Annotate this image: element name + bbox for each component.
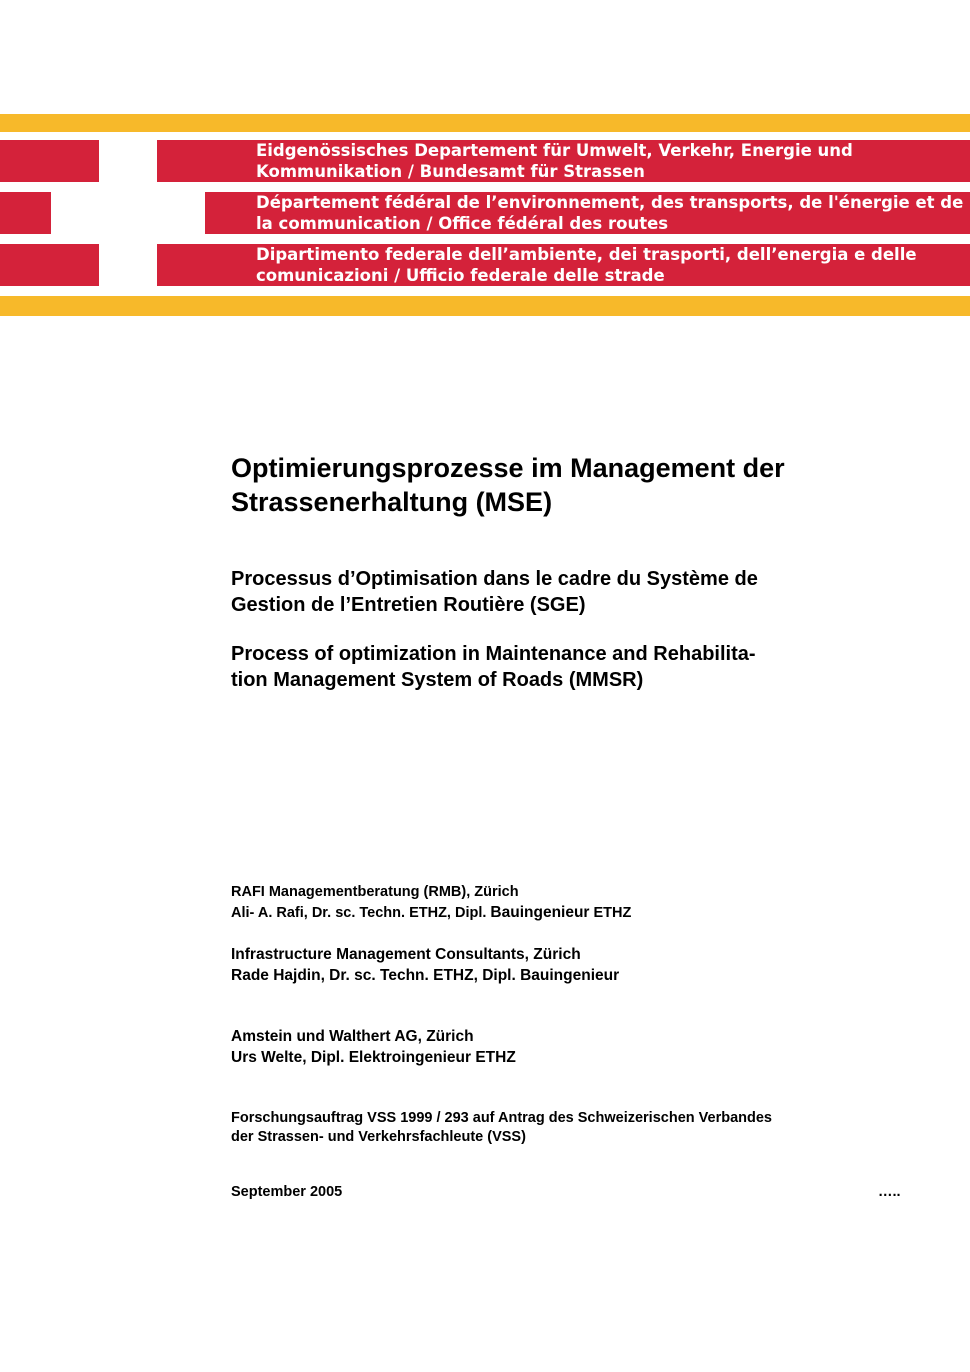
author-organization: RAFI Managementberatung (RMB), Zürich — [231, 884, 519, 900]
author-block-imc — [231, 944, 921, 986]
banner-yellow-stripe-top — [0, 114, 970, 132]
header-banner — [0, 114, 970, 316]
author-person: Urs Welte, Dipl. Elektroingenieur ETHZ — [231, 1049, 516, 1066]
department-italian: Dipartimento federale dell’ambiente, dei trasporti, dell’energia e delle comunicazioni / Ufficio federale delle strade — [256, 245, 917, 285]
author-organization: Amstein und Walthert AG, Zürich — [231, 1028, 474, 1045]
banner-strip-left-3 — [0, 244, 99, 286]
banner-strip-left-1 — [0, 140, 99, 182]
research-order: Forschungsauftrag VSS 1999 / 293 auf Antrag des Schweizerischen Verbandes der Strassen- und Verkehrsfachleute (VSS) — [231, 1110, 772, 1145]
department-french: Département fédéral de l’environnement, des transports, de l'énergie et de la communication / Office fédéral des routes — [256, 193, 964, 233]
author-block-rmb — [231, 883, 921, 923]
trailing-ellipsis: ….. — [878, 1184, 901, 1200]
banner-strip-left-2 — [0, 192, 51, 234]
report-title-english: Process of optimization in Maintenance and Rehabilita- tion Management System of Roads (MMSR) — [231, 643, 756, 691]
department-german: Eidgenössisches Departement für Umwelt, Verkehr, Energie und Kommunikation / Bundesamt für Strassen — [256, 141, 853, 181]
author-person: Ali- A. Rafi, Dr. sc. Techn. ETHZ, Dipl. Bauingenieur ETHZ — [231, 904, 632, 921]
author-person: Rade Hajdin, Dr. sc. Techn. ETHZ, Dipl. Bauingenieur — [231, 967, 620, 984]
publication-date: September 2005 — [231, 1184, 343, 1200]
author-organization: Infrastructure Management Consultants, Zürich — [231, 946, 581, 963]
report-title-french: Processus d’Optimisation dans le cadre du Système de Gestion de l’Entretien Routière (SGE) — [231, 568, 758, 616]
report-title-german: Optimierungsprozesse im Management der Strassenerhaltung (MSE) — [231, 453, 785, 517]
author-block-awag — [231, 1026, 921, 1068]
banner-yellow-stripe-bottom — [0, 296, 970, 316]
